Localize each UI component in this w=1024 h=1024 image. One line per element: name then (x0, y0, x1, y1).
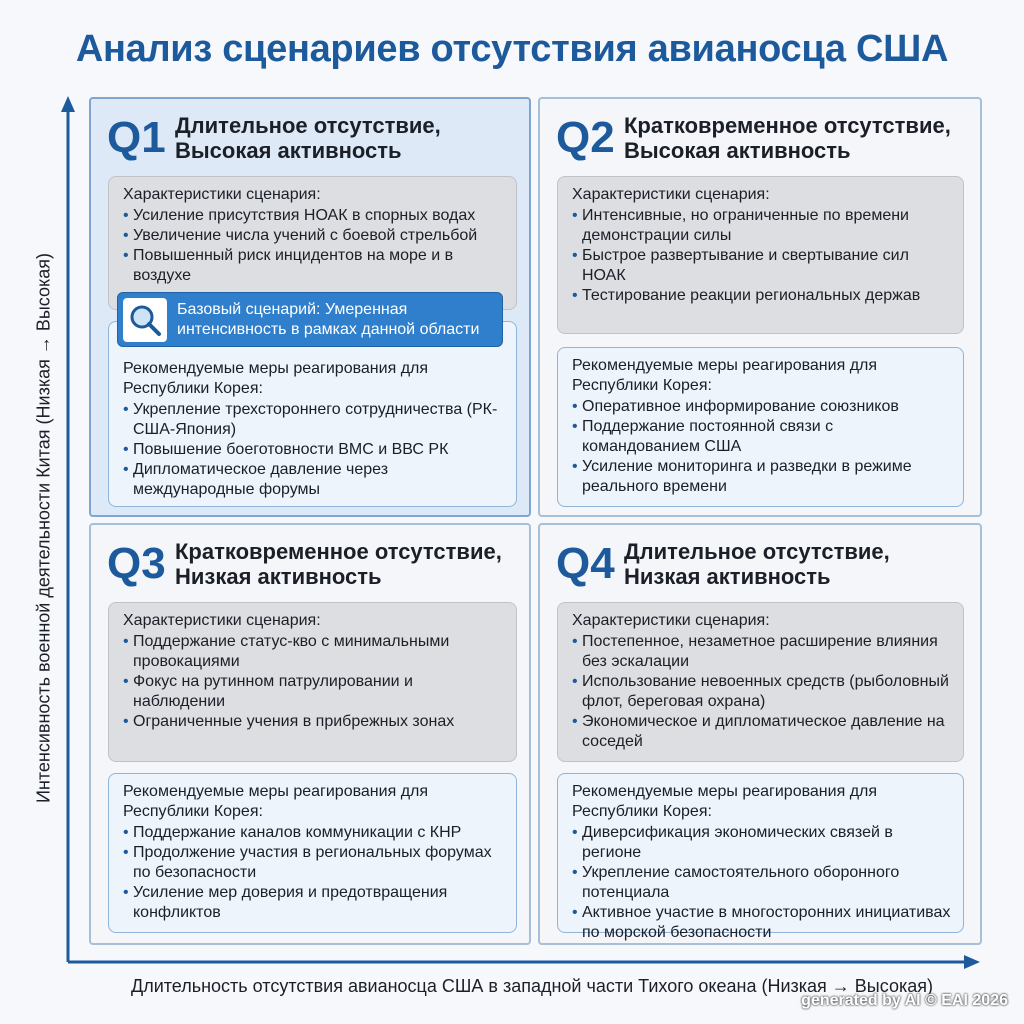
characteristics-box (108, 602, 517, 762)
recommendations-title: Рекомендуемые меры реагирования для Республики Корея: (123, 360, 429, 397)
y-axis-label: Интенсивность военной деятельности Китая (Низкая → Высокая) (33, 252, 54, 804)
quadrant-q4 (538, 523, 982, 945)
list-item: • Усиление присутствия НОАК в спорных водах (123, 206, 504, 226)
characteristics-list (572, 632, 951, 752)
recommendations-title: Рекомендуемые меры реагирования для Республики Корея: (123, 783, 429, 820)
baseline-line2: интенсивность в рамках данной области (177, 320, 480, 338)
characteristics-title: Характеристики сценария: (572, 186, 770, 203)
list-item: • Тестирование реакции региональных держав (572, 286, 951, 306)
quadrant-q2 (538, 97, 982, 517)
list-item: • Поддержание постоянной связи с командованием США (572, 417, 951, 457)
quadrant-header (107, 113, 441, 163)
recommendations-list (123, 823, 504, 923)
list-item: • Активное участие в многосторонних инициативах по морской безопасности (572, 903, 951, 943)
characteristics-box (557, 602, 964, 762)
recommendations-box (108, 773, 517, 933)
quadrant-label: Q2 (556, 113, 615, 162)
list-item: • Оперативное информирование союзников (572, 397, 951, 417)
quadrant-title (175, 539, 502, 589)
list-item: • Использование невоенных средств (рыболовный флот, береговая охрана) (572, 672, 951, 712)
quadrant-title-line2: Низкая активность (175, 564, 382, 589)
quadrant-title (175, 113, 441, 163)
quadrant-title-line2: Высокая активность (175, 138, 402, 163)
quadrant-header (556, 539, 890, 589)
list-item: • Укрепление трехстороннего сотрудничества (РК-США-Япония) (123, 400, 504, 440)
characteristics-box (108, 176, 517, 310)
characteristics-box (557, 176, 964, 334)
list-item: • Усиление мониторинга и разведки в режиме реального времени (572, 457, 951, 497)
baseline-line1: Базовый сценарий: Умеренная (177, 300, 408, 318)
quadrant-title-line2: Низкая активность (624, 564, 831, 589)
recommendations-list (123, 400, 504, 500)
x-axis-label: Длительность отсутствия авианосца США в западной части Тихого океана (Низкая → Высокая) (131, 976, 933, 996)
quadrant-header (107, 539, 502, 589)
quadrant-q3 (89, 523, 531, 945)
list-item: • Дипломатическое давление через международные форумы (123, 460, 504, 500)
quadrant-label: Q1 (107, 113, 166, 162)
quadrant-header (556, 113, 951, 163)
list-item: • Ограниченные учения в прибрежных зонах (123, 712, 504, 732)
characteristics-list (123, 206, 504, 286)
list-item: • Повышенный риск инцидентов на море и в воздухе (123, 246, 504, 286)
magnifier-icon (123, 298, 167, 342)
quadrant-title (624, 113, 951, 163)
recommendations-box (557, 347, 964, 507)
characteristics-title: Характеристики сценария: (123, 186, 321, 203)
quadrant-title-line1: Длительное отсутствие, (175, 113, 441, 138)
quadrant-title-line2: Высокая активность (624, 138, 851, 163)
list-item: • Продолжение участия в региональных форумах по безопасности (123, 843, 504, 883)
list-item: • Фокус на рутинном патрулировании и наблюдении (123, 672, 504, 712)
footer-watermark: generated by AI © EAI 2026 (801, 992, 1008, 1009)
list-item: • Диверсификация экономических связей в регионе (572, 823, 951, 863)
characteristics-title: Характеристики сценария: (572, 612, 770, 629)
list-item: • Укрепление самостоятельного оборонного потенциала (572, 863, 951, 903)
list-item: • Экономическое и дипломатическое давление на соседей (572, 712, 951, 752)
baseline-scenario-banner (117, 292, 503, 347)
characteristics-list (572, 206, 951, 306)
list-item: • Усиление мер доверия и предотвращения конфликтов (123, 883, 504, 923)
list-item: • Постепенное, незаметное расширение влияния без эскалации (572, 632, 951, 672)
quadrant-label: Q3 (107, 539, 166, 588)
list-item: • Повышение боеготовности ВМС и ВВС РК (123, 440, 504, 460)
quadrant-title-line1: Кратковременное отсутствие, (175, 539, 502, 564)
recommendations-list (572, 397, 951, 497)
recommendations-title: Рекомендуемые меры реагирования для Республики Корея: (572, 357, 878, 394)
quadrant-title (624, 539, 890, 589)
list-item: • Быстрое развертывание и свертывание сил НОАК (572, 246, 951, 286)
characteristics-list (123, 632, 504, 732)
quadrant-title-line1: Длительное отсутствие, (624, 539, 890, 564)
recommendations-box (557, 773, 964, 941)
recommendations-title: Рекомендуемые меры реагирования для Республики Корея: (572, 783, 878, 820)
list-item: • Интенсивные, но ограниченные по времени демонстрации силы (572, 206, 951, 246)
characteristics-title: Характеристики сценария: (123, 612, 321, 629)
quadrant-label: Q4 (556, 539, 615, 588)
recommendations-box (108, 321, 517, 507)
list-item: • Увеличение числа учений с боевой стрельбой (123, 226, 504, 246)
list-item: • Поддержание статус-кво с минимальными провокациями (123, 632, 504, 672)
quadrant-title-line1: Кратковременное отсутствие, (624, 113, 951, 138)
list-item: • Поддержание каналов коммуникации с КНР (123, 823, 504, 843)
baseline-scenario-text (177, 300, 479, 340)
page-title: Анализ сценариев отсутствия авианосца США (75, 28, 949, 70)
recommendations-list (572, 823, 951, 943)
